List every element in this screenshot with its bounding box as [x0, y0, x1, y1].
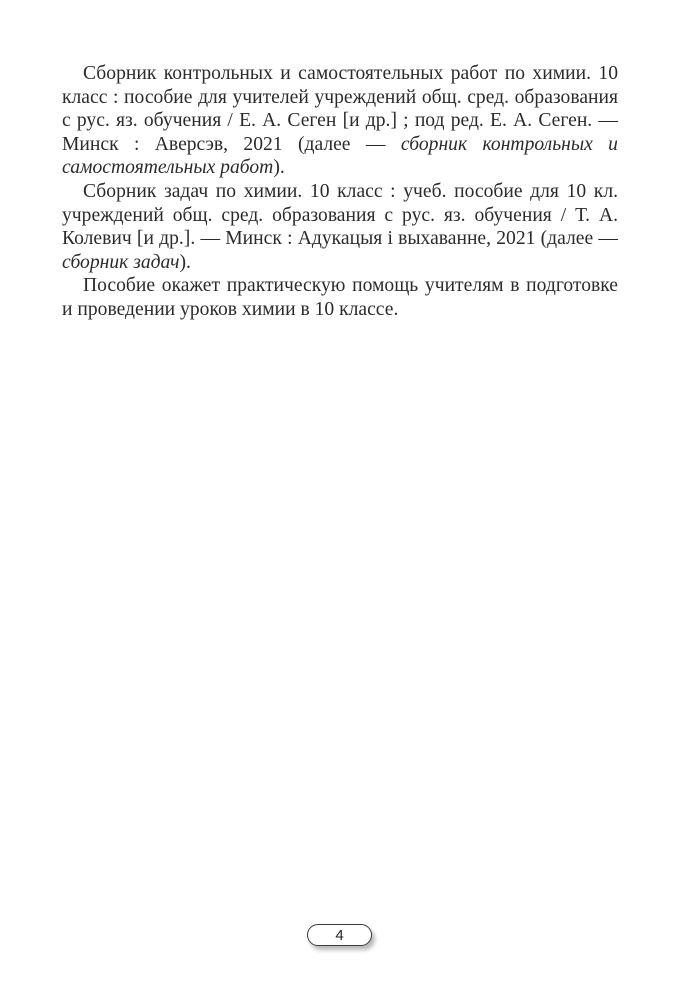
paragraph-text: ).	[179, 251, 191, 273]
page-body	[62, 62, 618, 322]
paragraph-text: Сборник задач по химии. 10 класс : учеб. пособие для 10 кл. учреждений общ. сред. образования с рус. яз. обучения / Т. А. Колевич [и др.]. — Минск : Адукацыя і выхаванне, 2021 (далее —	[62, 180, 618, 250]
paragraph-text: ).	[273, 157, 285, 179]
paragraph-purpose	[62, 274, 618, 321]
page-number: 4	[335, 926, 344, 944]
paragraph-collection-tests	[62, 62, 618, 180]
paragraph-text: Пособие окажет практическую помощь учителям в подготовке и проведении уроков химии в 10 классе.	[62, 275, 618, 320]
paragraph-text: Сборник контрольных и самостоятельных работ по химии. 10 класс : пособие для учителей учреждений общ. сред. образования с рус. яз. обучения / Е. А. Сеген [и др.] ; под ред. Е. А. Сеген. — Минск : Аверсэв, 2021 (далее —	[62, 63, 618, 155]
page-number-badge	[307, 924, 372, 946]
page-footer	[307, 924, 372, 946]
paragraph-collection-problems	[62, 180, 618, 274]
paragraph-italic-text: сборник контрольных и самостоятельных работ	[62, 133, 618, 179]
paragraph-italic-text: сборник задач	[62, 251, 180, 273]
